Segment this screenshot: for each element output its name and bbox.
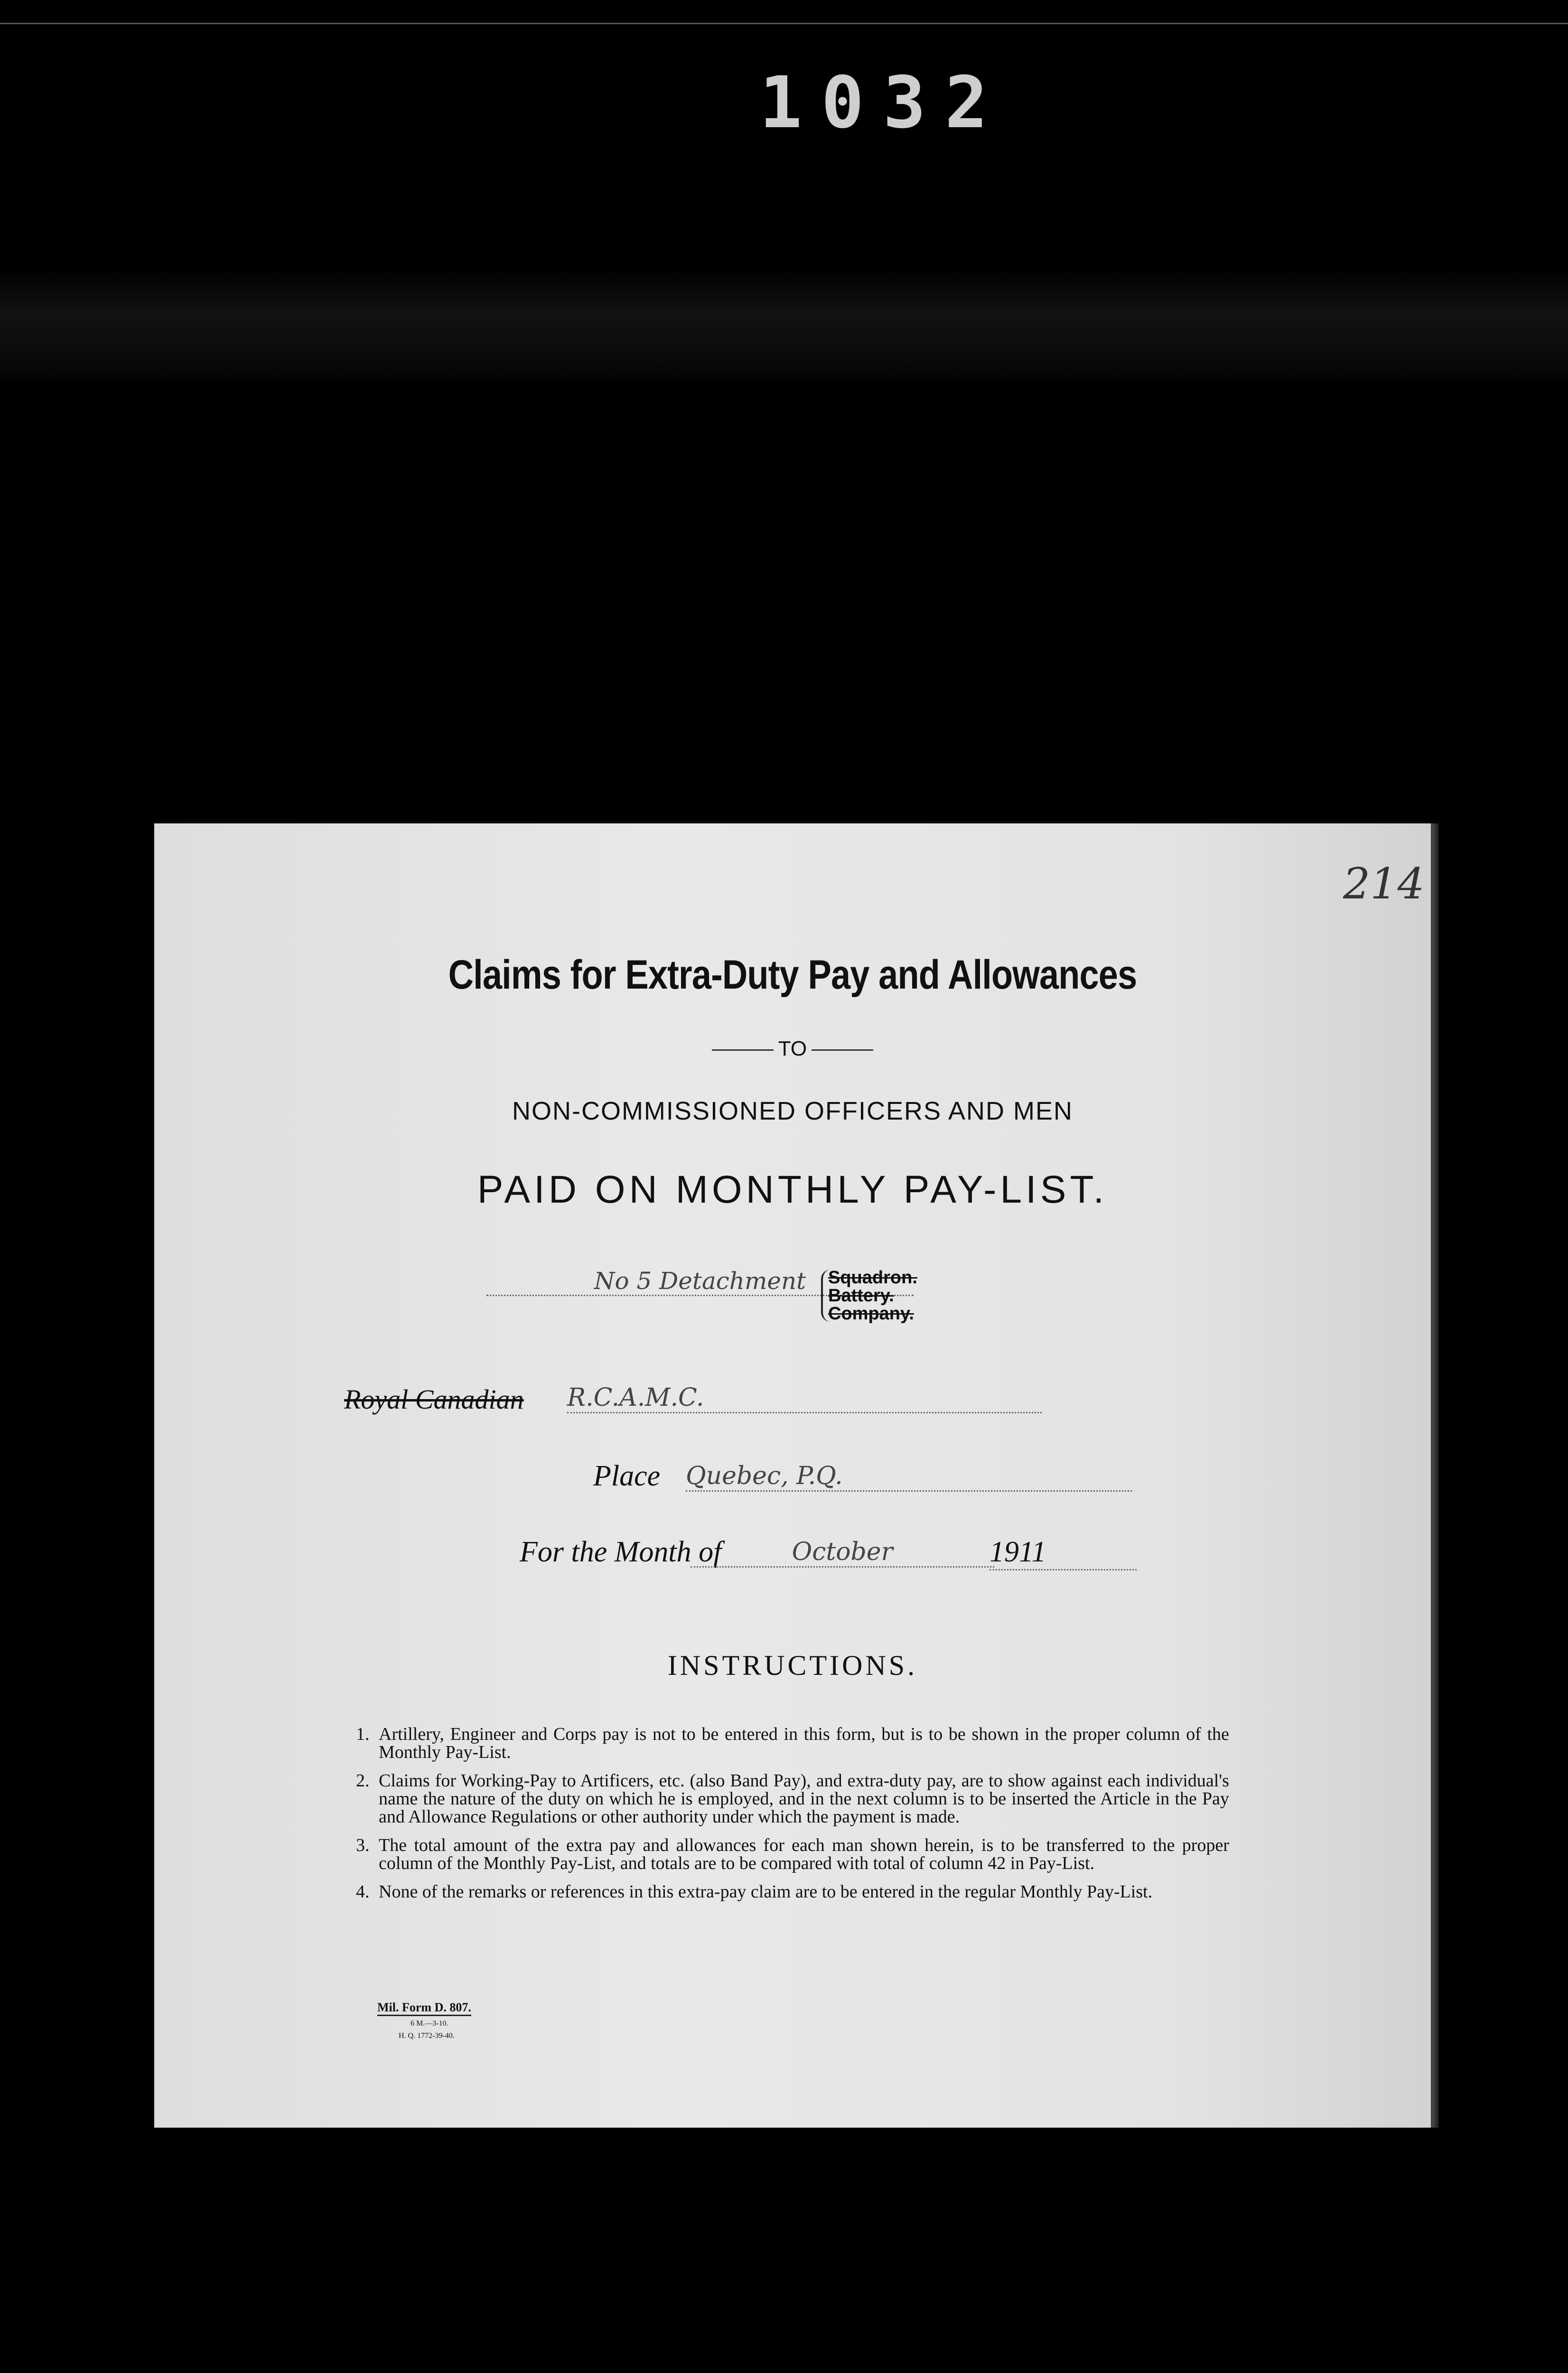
instruction-item: 1. Artillery, Engineer and Corps pay is not to be entered in this form, but is to be shown in the proper column of the Monthly Pay-List. [356, 1724, 1229, 1762]
instructions-list [356, 1725, 1229, 1911]
film-shadow-band [0, 266, 1568, 389]
detachment-field: No 5 Detachment [486, 1267, 914, 1296]
paid-line: PAID ON MONTHLY PAY-LIST. [477, 1168, 1108, 1211]
to-text: TO [778, 1037, 807, 1060]
right-rule [812, 1049, 873, 1051]
document-sheet [154, 823, 1431, 2128]
unit-type-squadron: Squadron. [828, 1268, 917, 1288]
form-code-print: 6 M.—3-10. [411, 2019, 448, 2027]
folio-number: 214 [1343, 859, 1425, 909]
form-code-hq: H. Q. 1772-39-40. [399, 2032, 455, 2040]
place-label: Place [593, 1460, 661, 1492]
month-label: For the Month of [520, 1536, 722, 1568]
unit-types [828, 1269, 917, 1323]
left-rule [712, 1049, 774, 1051]
corps-label: Royal Canadian [344, 1384, 524, 1415]
instruction-item: 4. None of the remarks or references in this extra-pay claim are to be entered in the regular Monthly Pay-List. [356, 1882, 1153, 1902]
to-line [154, 1037, 1431, 1061]
unit-type-company: Company. [828, 1304, 914, 1324]
month-field: October [691, 1538, 994, 1568]
year-field: 1911 [989, 1535, 1137, 1570]
instruction-item: 2. Claims for Working-Pay to Artificers, etc. (also Band Pay), and extra-duty pay, are to show against each individual's name the nature of the duty on which he is employed, and in the next column is to be inserted the Article in the Pay and Allowance Regulations or other authority under which the payment is made. [356, 1771, 1229, 1827]
place-field: Quebec, P.Q. [686, 1462, 1132, 1492]
instructions-title: INSTRUCTIONS. [667, 1650, 918, 1681]
subtitle: NON-COMMISSIONED OFFICERS AND MEN [512, 1097, 1073, 1125]
film-top-rule [0, 23, 1568, 24]
unit-type-battery: Battery. [828, 1286, 894, 1306]
instruction-item: 3. The total amount of the extra pay and allowances for each man shown herein, is to be transferred to the proper column of the Monthly Pay-List, and totals are to be compared with total of column 42 in Pay-List. [356, 1835, 1229, 1873]
page-title: Claims for Extra-Duty Pay and Allowances [448, 952, 1137, 998]
form-label: Mil. Form D. 807. [377, 2000, 471, 2016]
frame-number: 1032 [759, 62, 1007, 144]
corps-field: R.C.A.M.C. [567, 1383, 1042, 1413]
